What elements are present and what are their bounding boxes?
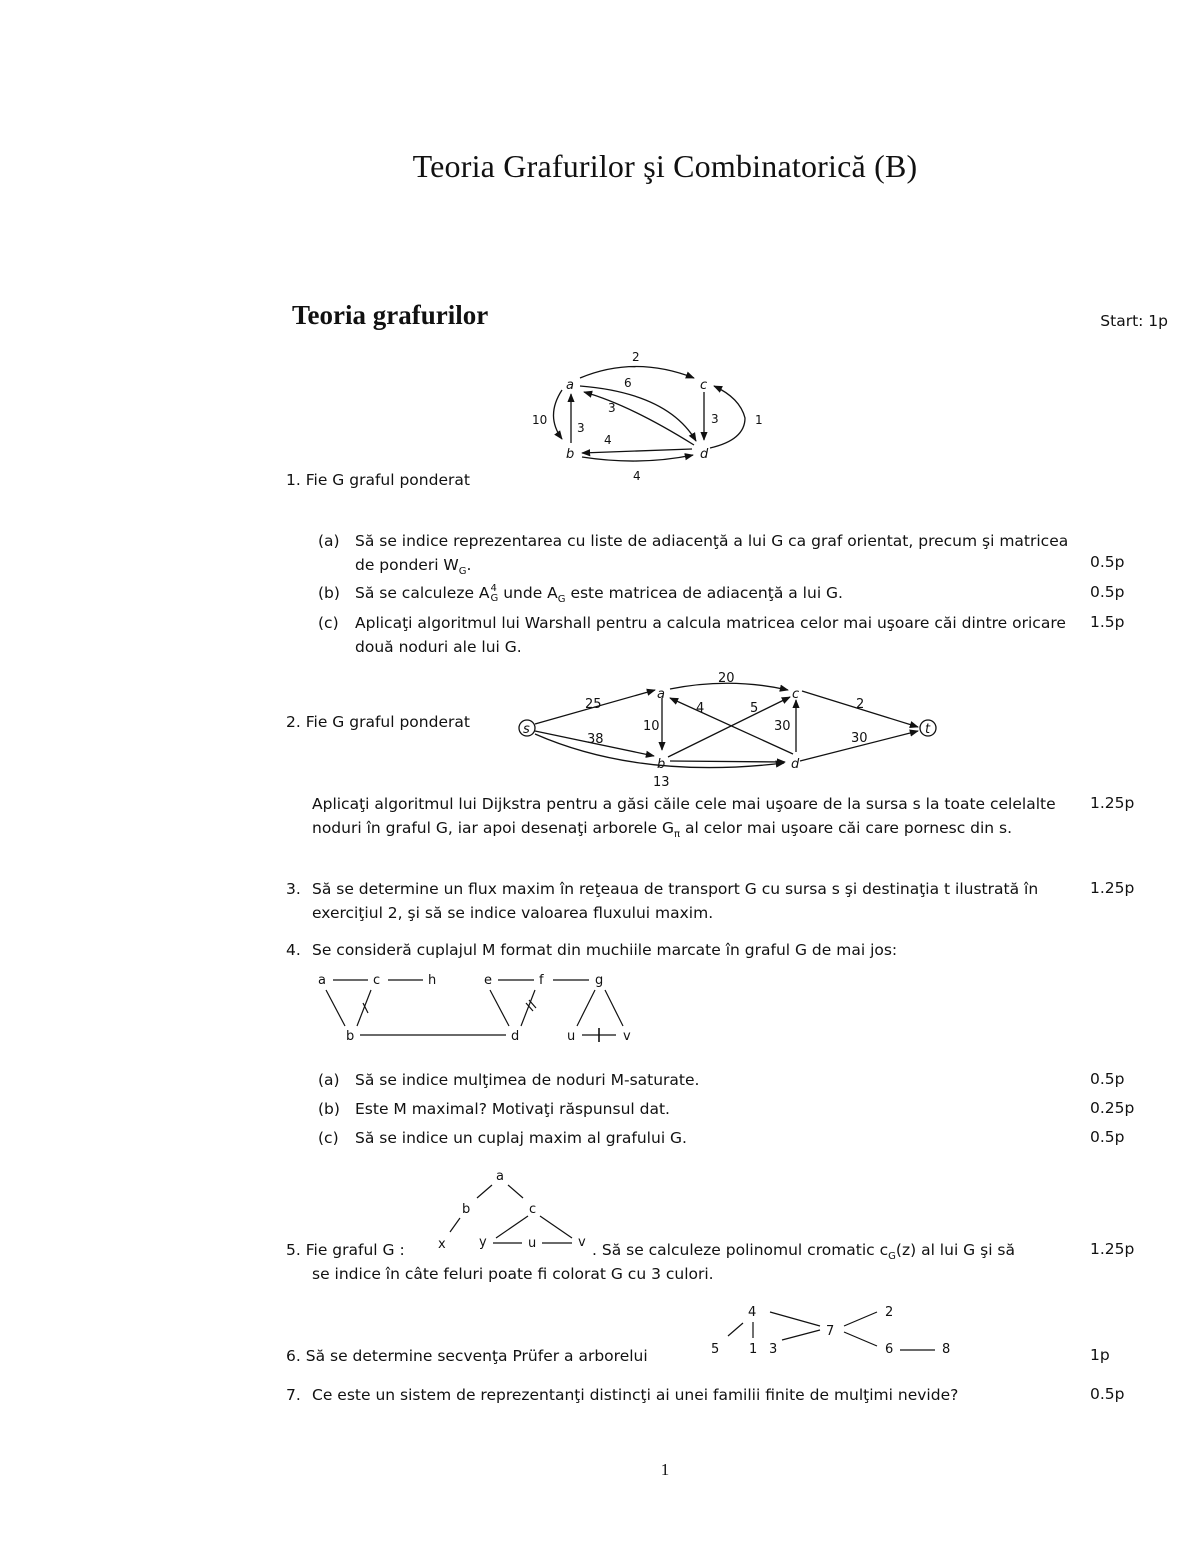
sub-text: Aplicaţi algoritmul lui Warshall pentru a calcula matricea celor mai uşoare căi dintre oricare două noduri ale lui G. [355, 614, 1066, 656]
points: 0.5p [1090, 1070, 1125, 1088]
weight-label: 6 [624, 376, 632, 390]
question-number: 2. [286, 713, 301, 731]
weight-label: 10 [643, 719, 660, 734]
points: 0.25p [1090, 1099, 1135, 1117]
question-text: Fie graful G : [305, 1241, 405, 1259]
points: 1.5p [1090, 613, 1125, 631]
node-c: c [373, 973, 381, 988]
node-b: b [346, 1029, 355, 1044]
node-v: v [578, 1235, 586, 1250]
weight-label: 4 [633, 469, 641, 483]
points: 1.25p [1090, 879, 1135, 897]
sub-text: Este M maximal? Motivaţi răspunsul dat. [355, 1100, 670, 1118]
page-title: Teoria Grafurilor şi Combinatorică (B) [412, 148, 918, 184]
node-d: d [700, 447, 709, 462]
weight-label: 3 [711, 412, 719, 426]
node-4: 4 [748, 1305, 757, 1320]
node-d: d [791, 757, 800, 772]
question-text: Ce este un sistem de reprezentanţi distincţi ai unei familii finite de mulţimi nevide? [312, 1386, 959, 1404]
points: 0.5p [1090, 1128, 1125, 1146]
sub-text: Să se indice un cuplaj maxim al grafului G. [355, 1129, 687, 1147]
question-text: Fie G graful ponderat [305, 471, 470, 489]
node-v: v [623, 1029, 631, 1044]
weight-label: 2 [856, 697, 865, 712]
weight-label: 3 [577, 421, 585, 435]
question-text: . Să se calculeze polinomul cromatic $c_G(z)$ al lui G şi să [592, 1241, 1015, 1263]
question-number: 6. [286, 1347, 301, 1365]
weight-label: 5 [750, 701, 759, 716]
node-a: a [496, 1169, 504, 1184]
sub-label: (b) [318, 584, 340, 602]
node-6: 6 [885, 1342, 894, 1357]
weight-label: 2 [632, 350, 640, 364]
question-number: 7. [286, 1386, 301, 1404]
section-title: Teoria grafurilor [292, 300, 489, 330]
node-a: a [657, 687, 665, 702]
node-b: b [462, 1202, 471, 1217]
node-c: c [700, 378, 708, 393]
node-5: 5 [711, 1342, 720, 1357]
points: 0.5p [1090, 583, 1125, 601]
question-number: 3. [286, 880, 301, 898]
node-b: b [566, 447, 575, 462]
points: 1p [1090, 1346, 1110, 1364]
node-3: 3 [769, 1342, 778, 1357]
node-8: 8 [942, 1342, 951, 1357]
weight-label: 4 [604, 433, 612, 447]
node-x: x [438, 1237, 446, 1252]
weight-label: 10 [532, 413, 548, 427]
sub-text: Să se indice reprezentarea cu liste de adiacenţă a lui G ca graf orientat, precum şi matricea de ponderi $W_G$. [355, 532, 1069, 578]
node-u: u [528, 1236, 537, 1251]
weight-label: 38 [587, 732, 604, 747]
weight-label: 30 [851, 731, 868, 746]
points: 0.5p [1090, 553, 1125, 571]
node-c: c [792, 687, 800, 702]
node-7: 7 [826, 1324, 835, 1339]
question-text: Să se determine secvenţa Prüfer a arborelui [305, 1347, 648, 1365]
node-g: g [595, 973, 604, 988]
node-b: b [657, 757, 666, 772]
sub-label: (c) [318, 614, 339, 632]
weight-label: 13 [653, 775, 670, 790]
question-number: 1. [286, 471, 301, 489]
question-number: 4. [286, 941, 301, 959]
node-a: a [566, 378, 574, 393]
question-text: Fie G graful ponderat [305, 713, 470, 731]
node-2: 2 [885, 1305, 894, 1320]
points: 1.25p [1090, 1240, 1135, 1258]
node-h: h [428, 973, 437, 988]
sub-label: (a) [318, 532, 340, 550]
node-a: a [318, 973, 326, 988]
question-text: se indice în câte feluri poate fi colorat G cu 3 culori. [312, 1265, 714, 1283]
node-y: y [479, 1235, 487, 1250]
node-t: t [925, 722, 931, 737]
points: 1.25p [1090, 794, 1135, 812]
sub-text: Să se indice mulţimea de noduri M-saturate. [355, 1071, 700, 1089]
question-text: Să se determine un flux maxim în reţeaua de transport G cu sursa s şi destinaţia t ilustrată în exerciţiul 2, şi să se indice valoarea fluxului maxim. [312, 880, 1039, 922]
question-number: 5. [286, 1241, 301, 1259]
page-number: 1 [660, 1460, 670, 1479]
question-6 [286, 1344, 648, 1368]
sub-label: (c) [318, 1129, 339, 1147]
node-s: s [523, 722, 530, 737]
node-d: d [511, 1029, 520, 1044]
question-body: Aplicaţi algoritmul lui Dijkstra pentru a găsi căile cele mai uşoare de la sursa s la toate celelalte noduri în graful G, iar apoi desenaţi arborele $G_\pi$ al celor mai uşoare căi care pornesc din s. [312, 795, 1056, 841]
weight-label: 1 [755, 413, 763, 427]
weight-label: 25 [585, 697, 602, 712]
node-c: c [529, 1202, 537, 1217]
sub-label: (b) [318, 1100, 340, 1118]
section-points: Start: 1p [1100, 312, 1168, 330]
node-e: e [484, 973, 492, 988]
node-u: u [567, 1029, 576, 1044]
node-1: 1 [749, 1342, 758, 1357]
node-f: f [539, 973, 544, 988]
weight-label: 4 [696, 701, 705, 716]
weight-label: 20 [718, 671, 735, 686]
question-text: Se consideră cuplajul M format din muchiile marcate în graful G de mai jos: [312, 941, 898, 959]
weight-label: 30 [774, 719, 791, 734]
weight-label: 3 [608, 401, 616, 415]
sub-label: (a) [318, 1071, 340, 1089]
points: 0.5p [1090, 1385, 1125, 1403]
sub-text: Să se calculeze A 4 G unde $A_G$ este matricea de adiacenţă a lui G. [355, 582, 843, 606]
